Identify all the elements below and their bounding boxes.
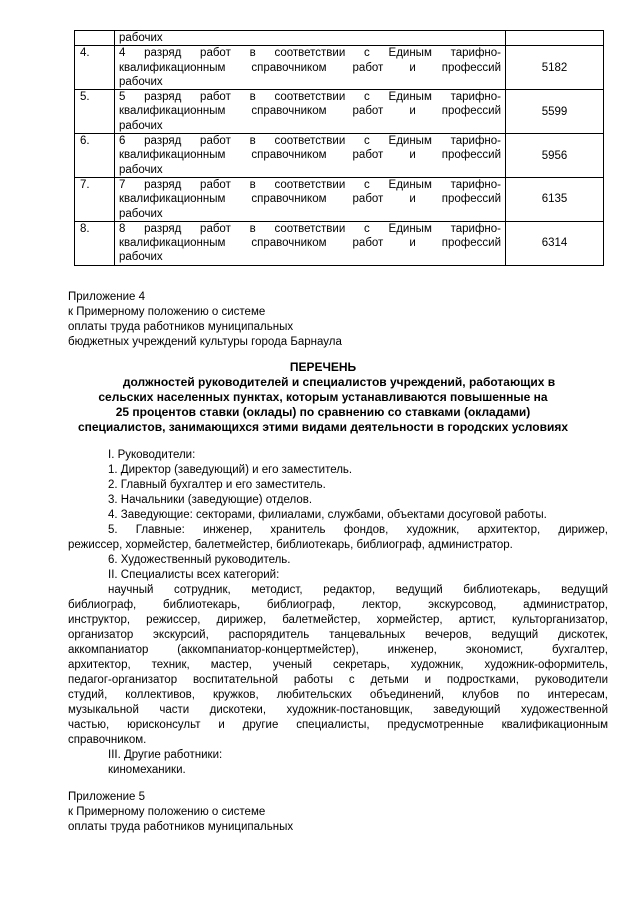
- table-row-continuation: [75, 31, 604, 46]
- description-line: квалификационным справочником работ и профессий: [119, 149, 501, 162]
- appendix-5-header: [68, 790, 293, 835]
- list-item: 6. Художественный руководитель.: [108, 554, 291, 566]
- description-line: рабочих: [119, 119, 163, 132]
- specialists-line: частью, юрисконсульт и другие специалисты, предусмотренные квалификационным: [68, 719, 608, 731]
- row-number: 6.: [75, 134, 115, 178]
- description-line: рабочих: [119, 32, 163, 44]
- specialists-line: педагог-организатор воспитательной работы с детьми и подростками, руководители: [68, 674, 608, 686]
- description-line: 4 разряд работ в соответствии с Единым тарифно-: [119, 47, 501, 60]
- row-value: 5599: [506, 90, 604, 134]
- section-heading-managers: I. Руководители:: [108, 449, 196, 461]
- appendix-line: Приложение 5: [68, 791, 146, 803]
- specialists-line: справочником.: [68, 734, 147, 746]
- description-line: рабочих: [119, 207, 163, 220]
- description-line: рабочих: [119, 163, 163, 176]
- row-value: 5182: [506, 46, 604, 90]
- row-description: [115, 31, 506, 46]
- title-line: сельских населенных пунктах, которым устанавливаются повышенные на: [98, 390, 548, 404]
- description-line: 6 разряд работ в соответствии с Единым тарифно-: [119, 135, 501, 148]
- title-line: специалистов, занимающихся этими видами деятельности в городских условиях: [77, 420, 569, 434]
- list-body: [68, 448, 608, 778]
- row-description: [115, 221, 506, 265]
- description-line: квалификационным справочником работ и профессий: [119, 237, 501, 250]
- section-heading-others: III. Другие работники:: [108, 749, 223, 761]
- appendix-line: оплаты труда работников муниципальных: [68, 321, 294, 333]
- list-item: 2. Главный бухгалтер и его заместитель.: [108, 479, 326, 491]
- appendix-4-header: [68, 290, 342, 350]
- list-item: 3. Начальники (заведующие) отделов.: [108, 494, 313, 506]
- row-value: [506, 31, 604, 46]
- specialists-line: студий, коллективов, кружков, любительских объединений, клубов по интересам,: [68, 689, 608, 701]
- list-item: 4. Заведующие: секторами, филиалами, службами, объектами досуговой работы.: [108, 509, 547, 521]
- row-value: 6314: [506, 221, 604, 265]
- specialists-line: инструктор, режиссер, дирижер, балетмейстер, хормейстер, артист, культорганизатор,: [68, 614, 608, 626]
- specialists-line: научный сотрудник, методист, редактор, ведущий библиотекарь, ведущий: [108, 584, 608, 596]
- row-number: 4.: [75, 46, 115, 90]
- specialists-line: организатор экскурсий, распорядитель танцевальных вечеров, ведущий дискотек,: [68, 629, 608, 641]
- row-number: 7.: [75, 177, 115, 221]
- list-item: 5. Главные: инженер, хранитель фондов, художник, архитектор, дирижер,: [108, 524, 608, 536]
- table-row: [75, 177, 604, 221]
- appendix-line: к Примерному положению о системе: [68, 806, 266, 818]
- table-row: [75, 221, 604, 265]
- row-number: 8.: [75, 221, 115, 265]
- appendix-line: к Примерному положению о системе: [68, 306, 266, 318]
- row-description: [115, 46, 506, 90]
- list-item: 1. Директор (заведующий) и его заместитель.: [108, 464, 353, 476]
- row-value: 6135: [506, 177, 604, 221]
- description-line: 8 разряд работ в соответствии с Единым тарифно-: [119, 222, 501, 235]
- description-line: квалификационным справочником работ и профессий: [119, 61, 501, 74]
- list-item: киномеханики.: [108, 764, 186, 776]
- list-title: [40, 360, 606, 435]
- description-line: рабочих: [119, 251, 163, 264]
- appendix-line: оплаты труда работников муниципальных: [68, 821, 294, 833]
- row-description: [115, 134, 506, 178]
- appendix-line: бюджетных учреждений культуры города Барнаула: [68, 336, 342, 348]
- row-number: [75, 31, 115, 46]
- description-line: квалификационным справочником работ и профессий: [119, 193, 501, 206]
- wage-table: [74, 30, 604, 266]
- title-line: 25 процентов ставки (оклады) по сравнению со ставками (окладами): [115, 405, 531, 419]
- specialists-line: библиограф, библиотекарь, библиограф, лектор, экскурсовод, администратор,: [68, 599, 608, 611]
- description-line: рабочих: [119, 75, 163, 88]
- section-heading-specialists: II. Специалисты всех категорий:: [108, 569, 280, 581]
- description-line: 5 разряд работ в соответствии с Единым тарифно-: [119, 91, 501, 104]
- row-description: [115, 90, 506, 134]
- table-row: [75, 90, 604, 134]
- appendix-line: Приложение 4: [68, 291, 146, 303]
- title-heading: ПЕРЕЧЕНЬ: [289, 360, 357, 374]
- description-line: 7 разряд работ в соответствии с Единым тарифно-: [119, 178, 501, 191]
- table-row: [75, 46, 604, 90]
- specialists-line: архитектор, техник, мастер, ученый секретарь, художник, художник-оформитель,: [68, 659, 608, 671]
- specialists-line: аккомпаниатор (аккомпаниатор-концертмейстер), инженер, экономист, бухгалтер,: [68, 644, 608, 656]
- specialists-line: музыкальной части дискотеки, художник-постановщик, заведующий художественной: [68, 704, 608, 716]
- row-description: [115, 177, 506, 221]
- row-value: 5956: [506, 134, 604, 178]
- row-number: 5.: [75, 90, 115, 134]
- table-row: [75, 134, 604, 178]
- title-line: должностей руководителей и специалистов учреждений, работающих в: [122, 375, 556, 389]
- description-line: квалификационным справочником работ и профессий: [119, 105, 501, 118]
- list-item-continuation: режиссер, хормейстер, балетмейстер, библиотекарь, библиограф, администратор.: [68, 539, 513, 551]
